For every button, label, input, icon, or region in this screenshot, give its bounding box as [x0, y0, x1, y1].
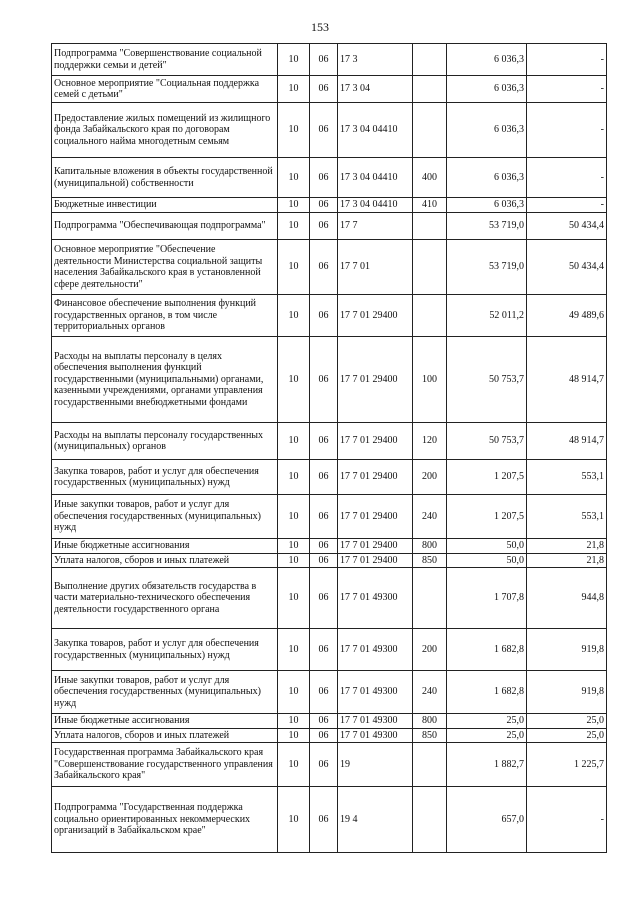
subsection-code: 06 [310, 423, 338, 460]
amount-2: 944,8 [527, 568, 607, 629]
amount-2: 21,8 [527, 553, 607, 568]
section-code: 10 [278, 743, 310, 787]
row-name: Иные закупки товаров, работ и услуг для обеспечения государственных (муниципальных) нужд [52, 495, 278, 539]
subsection-code: 06 [310, 337, 338, 423]
section-code: 10 [278, 671, 310, 714]
target-article-code: 17 7 01 29400 [338, 553, 413, 568]
row-name: Расходы на выплаты персоналу государственных (муниципальных) органов [52, 423, 278, 460]
expense-type-code: 200 [413, 460, 447, 495]
section-code: 10 [278, 198, 310, 213]
table-row [52, 103, 607, 158]
expense-type-code: 410 [413, 198, 447, 213]
target-article-code: 17 3 04 04410 [338, 198, 413, 213]
subsection-code: 06 [310, 495, 338, 539]
row-name: Закупка товаров, работ и услуг для обеспечения государственных (муниципальных) нужд [52, 460, 278, 495]
subsection-code: 06 [310, 787, 338, 853]
target-article-code: 17 7 01 49300 [338, 568, 413, 629]
section-code: 10 [278, 337, 310, 423]
subsection-code: 06 [310, 743, 338, 787]
section-code: 10 [278, 728, 310, 743]
row-name: Государственная программа Забайкальского края "Совершенствование государственного управления Забайкальского края" [52, 743, 278, 787]
table-row [52, 743, 607, 787]
row-name: Закупка товаров, работ и услуг для обеспечения государственных (муниципальных) нужд [52, 629, 278, 671]
subsection-code: 06 [310, 213, 338, 240]
amount-1: 1 207,5 [447, 460, 527, 495]
amount-1: 53 719,0 [447, 240, 527, 295]
row-name: Основное мероприятие "Обеспечение деятельности Министерства социальной защиты населения Забайкальского края в установленной сфере деятельности" [52, 240, 278, 295]
expense-type-code [413, 295, 447, 337]
subsection-code: 06 [310, 103, 338, 158]
expense-type-code [413, 240, 447, 295]
row-name: Подпрограмма "Обеспечивающая подпрограмма" [52, 213, 278, 240]
table-row [52, 629, 607, 671]
target-article-code: 17 7 01 49300 [338, 629, 413, 671]
expense-type-code: 850 [413, 728, 447, 743]
expense-type-code: 200 [413, 629, 447, 671]
subsection-code: 06 [310, 714, 338, 729]
subsection-code: 06 [310, 629, 338, 671]
amount-2: 48 914,7 [527, 337, 607, 423]
row-name: Финансовое обеспечение выполнения функций государственных органов, в том числе территориальных органов [52, 295, 278, 337]
row-name: Иные закупки товаров, работ и услуг для обеспечения государственных (муниципальных) нужд [52, 671, 278, 714]
amount-1: 50 753,7 [447, 423, 527, 460]
amount-2: - [527, 44, 607, 76]
subsection-code: 06 [310, 240, 338, 295]
expense-type-code [413, 213, 447, 240]
target-article-code: 17 7 01 49300 [338, 728, 413, 743]
expense-type-code: 850 [413, 553, 447, 568]
target-article-code: 17 7 01 49300 [338, 671, 413, 714]
subsection-code: 06 [310, 44, 338, 76]
target-article-code: 17 3 04 [338, 76, 413, 103]
section-code: 10 [278, 787, 310, 853]
target-article-code: 17 7 01 29400 [338, 295, 413, 337]
budget-table-body [52, 44, 607, 853]
target-article-code: 19 4 [338, 787, 413, 853]
amount-2: - [527, 76, 607, 103]
amount-1: 6 036,3 [447, 44, 527, 76]
section-code: 10 [278, 103, 310, 158]
section-code: 10 [278, 44, 310, 76]
amount-2: 49 489,6 [527, 295, 607, 337]
section-code: 10 [278, 568, 310, 629]
subsection-code: 06 [310, 198, 338, 213]
amount-2: 919,8 [527, 629, 607, 671]
amount-1: 6 036,3 [447, 103, 527, 158]
target-article-code: 17 7 01 29400 [338, 423, 413, 460]
target-article-code: 17 7 01 29400 [338, 337, 413, 423]
amount-2: - [527, 787, 607, 853]
subsection-code: 06 [310, 553, 338, 568]
target-article-code: 17 3 04 04410 [338, 158, 413, 198]
expense-type-code: 100 [413, 337, 447, 423]
row-name: Расходы на выплаты персоналу в целях обеспечения выполнения функций государственными (муниципальными) органами, казенными учреждениями, органами управления государственными внебюджетными фондами [52, 337, 278, 423]
table-row [52, 158, 607, 198]
expense-type-code: 240 [413, 671, 447, 714]
subsection-code: 06 [310, 568, 338, 629]
subsection-code: 06 [310, 295, 338, 337]
row-name: Основное мероприятие "Социальная поддержка семей с детьми" [52, 76, 278, 103]
row-name: Уплата налогов, сборов и иных платежей [52, 728, 278, 743]
amount-1: 1 207,5 [447, 495, 527, 539]
target-article-code: 17 7 01 49300 [338, 714, 413, 729]
target-article-code: 17 3 [338, 44, 413, 76]
expense-type-code: 800 [413, 714, 447, 729]
table-row [52, 295, 607, 337]
section-code: 10 [278, 213, 310, 240]
target-article-code: 17 3 04 04410 [338, 103, 413, 158]
budget-table [51, 43, 607, 853]
row-name: Предоставление жилых помещений из жилищного фонда Забайкальского края по договорам социального найма многодетным семьям [52, 103, 278, 158]
amount-1: 657,0 [447, 787, 527, 853]
section-code: 10 [278, 76, 310, 103]
amount-1: 50 753,7 [447, 337, 527, 423]
section-code: 10 [278, 714, 310, 729]
row-name: Бюджетные инвестиции [52, 198, 278, 213]
amount-2: 25,0 [527, 728, 607, 743]
expense-type-code: 120 [413, 423, 447, 460]
amount-1: 1 682,8 [447, 671, 527, 714]
amount-1: 53 719,0 [447, 213, 527, 240]
page-number: 153 [311, 20, 329, 34]
target-article-code: 17 7 01 [338, 240, 413, 295]
table-row [52, 671, 607, 714]
table-row [52, 213, 607, 240]
section-code: 10 [278, 553, 310, 568]
table-row [52, 198, 607, 213]
section-code: 10 [278, 539, 310, 554]
amount-2: - [527, 198, 607, 213]
target-article-code: 17 7 01 29400 [338, 539, 413, 554]
table-row [52, 76, 607, 103]
amount-1: 25,0 [447, 714, 527, 729]
amount-1: 25,0 [447, 728, 527, 743]
row-name: Иные бюджетные ассигнования [52, 539, 278, 554]
subsection-code: 06 [310, 539, 338, 554]
amount-1: 1 707,8 [447, 568, 527, 629]
subsection-code: 06 [310, 76, 338, 103]
subsection-code: 06 [310, 728, 338, 743]
table-row [52, 539, 607, 554]
row-name: Подпрограмма "Государственная поддержка социально ориентированных некоммерческих организаций в Забайкальском крае" [52, 787, 278, 853]
table-row [52, 568, 607, 629]
amount-2: 25,0 [527, 714, 607, 729]
amount-2: 21,8 [527, 539, 607, 554]
section-code: 10 [278, 629, 310, 671]
expense-type-code [413, 743, 447, 787]
amount-1: 52 011,2 [447, 295, 527, 337]
expense-type-code [413, 787, 447, 853]
table-row [52, 495, 607, 539]
subsection-code: 06 [310, 158, 338, 198]
table-row [52, 553, 607, 568]
table-row [52, 714, 607, 729]
amount-1: 6 036,3 [447, 198, 527, 213]
expense-type-code [413, 568, 447, 629]
target-article-code: 17 7 01 29400 [338, 460, 413, 495]
amount-1: 1 882,7 [447, 743, 527, 787]
expense-type-code: 240 [413, 495, 447, 539]
expense-type-code [413, 103, 447, 158]
amount-2: 1 225,7 [527, 743, 607, 787]
section-code: 10 [278, 495, 310, 539]
row-name: Капитальные вложения в объекты государственной (муниципальной) собственности [52, 158, 278, 198]
table-row [52, 423, 607, 460]
expense-type-code: 800 [413, 539, 447, 554]
subsection-code: 06 [310, 460, 338, 495]
amount-2: 553,1 [527, 460, 607, 495]
section-code: 10 [278, 240, 310, 295]
amount-1: 6 036,3 [447, 76, 527, 103]
amount-2: - [527, 158, 607, 198]
target-article-code: 19 [338, 743, 413, 787]
expense-type-code [413, 44, 447, 76]
amount-1: 6 036,3 [447, 158, 527, 198]
section-code: 10 [278, 295, 310, 337]
table-row [52, 337, 607, 423]
table-row [52, 787, 607, 853]
row-name: Иные бюджетные ассигнования [52, 714, 278, 729]
target-article-code: 17 7 [338, 213, 413, 240]
row-name: Выполнение других обязательств государства в части материально-технического обеспечения деятельности государственного органа [52, 568, 278, 629]
table-row [52, 728, 607, 743]
table-row [52, 460, 607, 495]
section-code: 10 [278, 423, 310, 460]
target-article-code: 17 7 01 29400 [338, 495, 413, 539]
row-name: Уплата налогов, сборов и иных платежей [52, 553, 278, 568]
amount-2: 553,1 [527, 495, 607, 539]
amount-1: 1 682,8 [447, 629, 527, 671]
amount-2: 50 434,4 [527, 240, 607, 295]
table-row [52, 44, 607, 76]
amount-2: 48 914,7 [527, 423, 607, 460]
expense-type-code [413, 76, 447, 103]
section-code: 10 [278, 460, 310, 495]
amount-2: 50 434,4 [527, 213, 607, 240]
amount-1: 50,0 [447, 539, 527, 554]
section-code: 10 [278, 158, 310, 198]
amount-2: - [527, 103, 607, 158]
amount-1: 50,0 [447, 553, 527, 568]
subsection-code: 06 [310, 671, 338, 714]
table-row [52, 240, 607, 295]
expense-type-code: 400 [413, 158, 447, 198]
row-name: Подпрограмма "Совершенствование социальной поддержки семьи и детей" [52, 44, 278, 76]
amount-2: 919,8 [527, 671, 607, 714]
